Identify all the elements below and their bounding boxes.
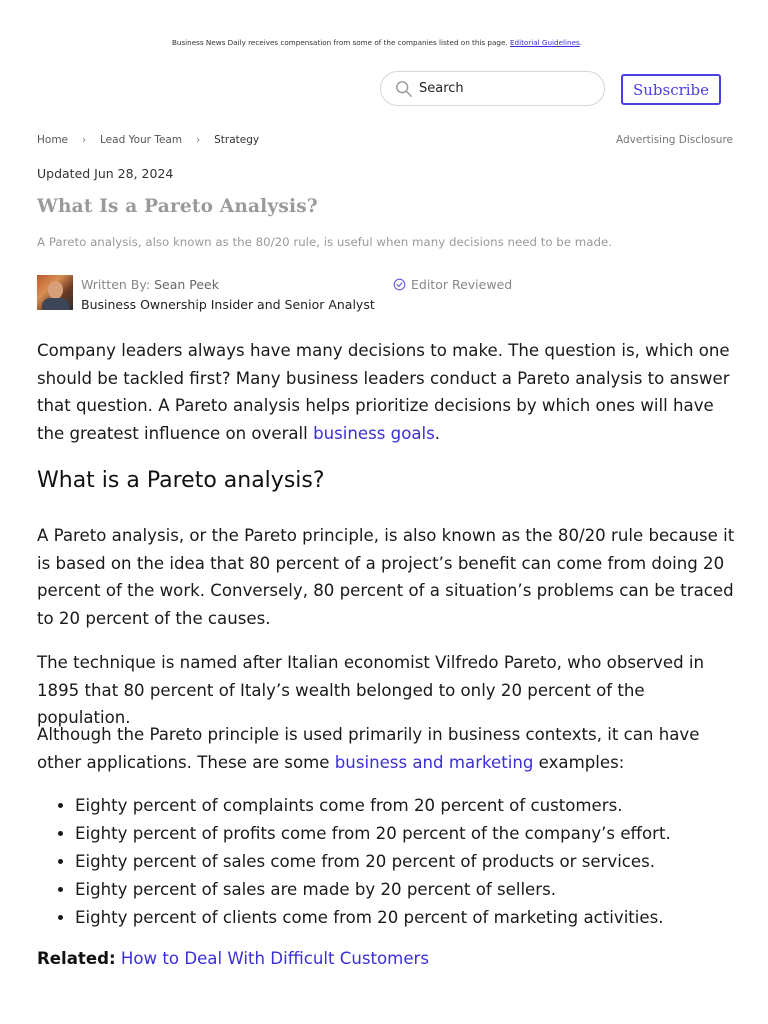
author-avatar[interactable] xyxy=(37,275,73,310)
search-input[interactable] xyxy=(417,80,591,97)
paragraph-definition: A Pareto analysis, or the Pareto principle, is also known as the 80/20 rule because it is based on the idea that 80 percent of a project’s benefit can come from doing 20 percent of the work. Conversely, 80 percent of a situation’s problems can be traced to 20 percent of the causes. xyxy=(37,526,735,628)
list-item: • Eighty percent of sales come from 20 percent of products or services. xyxy=(75,848,745,876)
section-heading: What is a Pareto analysis? xyxy=(37,468,325,493)
related-article xyxy=(37,949,429,968)
editor-reviewed-label: Editor Reviewed xyxy=(411,277,513,292)
list-item: • Eighty percent of complaints come from 20 percent of customers. xyxy=(75,792,745,820)
list-item: • Eighty percent of clients come from 20 percent of marketing activities. xyxy=(75,904,745,932)
breadcrumb-home[interactable]: Home xyxy=(37,134,69,146)
editor-reviewed-badge[interactable] xyxy=(393,277,512,292)
updated-date: Updated Jun 28, 2024 xyxy=(37,166,174,181)
author-block xyxy=(37,274,737,314)
related-label: Related: xyxy=(37,949,116,968)
advertising-disclosure-link[interactable]: Advertising Disclosure xyxy=(616,134,733,146)
intro-paragraph: Company leaders always have many decisions to make. The question is, which one should be tackled first? Many business leaders conduct a Pareto analysis to answer that question. A Pareto analysis helps prioritize decisions by which ones will have the greatest influence on overall business goals. xyxy=(37,341,730,443)
business-and-marketing-link[interactable]: business and marketing xyxy=(334,752,534,772)
business-goals-link[interactable]: business goals xyxy=(313,423,435,443)
author-name-link[interactable]: Sean Peek xyxy=(154,277,219,292)
paragraph-history: The technique is named after Italian economist Vilfredo Pareto, who observed in 1895 that 80 percent of Italy’s wealth belonged to only 20 percent of the population. xyxy=(37,653,705,728)
breadcrumb-strategy[interactable]: Strategy xyxy=(214,134,260,146)
paragraph-applications: Although the Pareto principle is used primarily in business contexts, it can have other applications. These are some business and marketing examples: xyxy=(37,725,700,772)
editorial-guidelines-link[interactable]: Editorial Guidelines xyxy=(509,38,580,47)
breadcrumb xyxy=(37,134,259,146)
chevron-right-icon: › xyxy=(196,134,201,146)
list-item: • Eighty percent of profits come from 20 percent of the company’s effort. xyxy=(75,820,745,848)
examples-list xyxy=(37,792,745,932)
related-article-link[interactable]: How to Deal With Difficult Customers xyxy=(120,949,430,968)
search-icon xyxy=(395,80,413,98)
search-box[interactable] xyxy=(380,71,605,106)
compensation-disclosure: Business News Daily receives compensation from some of the companies listed on this page. Editorial Guidelines. xyxy=(171,38,583,47)
disclosure-text: Business News Daily receives compensation from some of the companies listed on this page. xyxy=(171,38,508,47)
check-badge-icon xyxy=(393,278,406,291)
article-subtitle: A Pareto analysis, also known as the 80/20 rule, is useful when many decisions need to be made. xyxy=(37,235,613,249)
page-title: What Is a Pareto Analysis? xyxy=(37,196,318,217)
written-by-label: Written By: xyxy=(81,277,151,292)
author-role: Business Ownership Insider and Senior Analyst xyxy=(81,297,375,312)
list-item: • Eighty percent of sales are made by 20 percent of sellers. xyxy=(75,876,745,904)
chevron-right-icon: › xyxy=(82,134,87,146)
written-by xyxy=(81,277,219,292)
breadcrumb-lead-your-team[interactable]: Lead Your Team xyxy=(100,134,183,146)
subscribe-button[interactable]: Subscribe xyxy=(621,74,721,105)
